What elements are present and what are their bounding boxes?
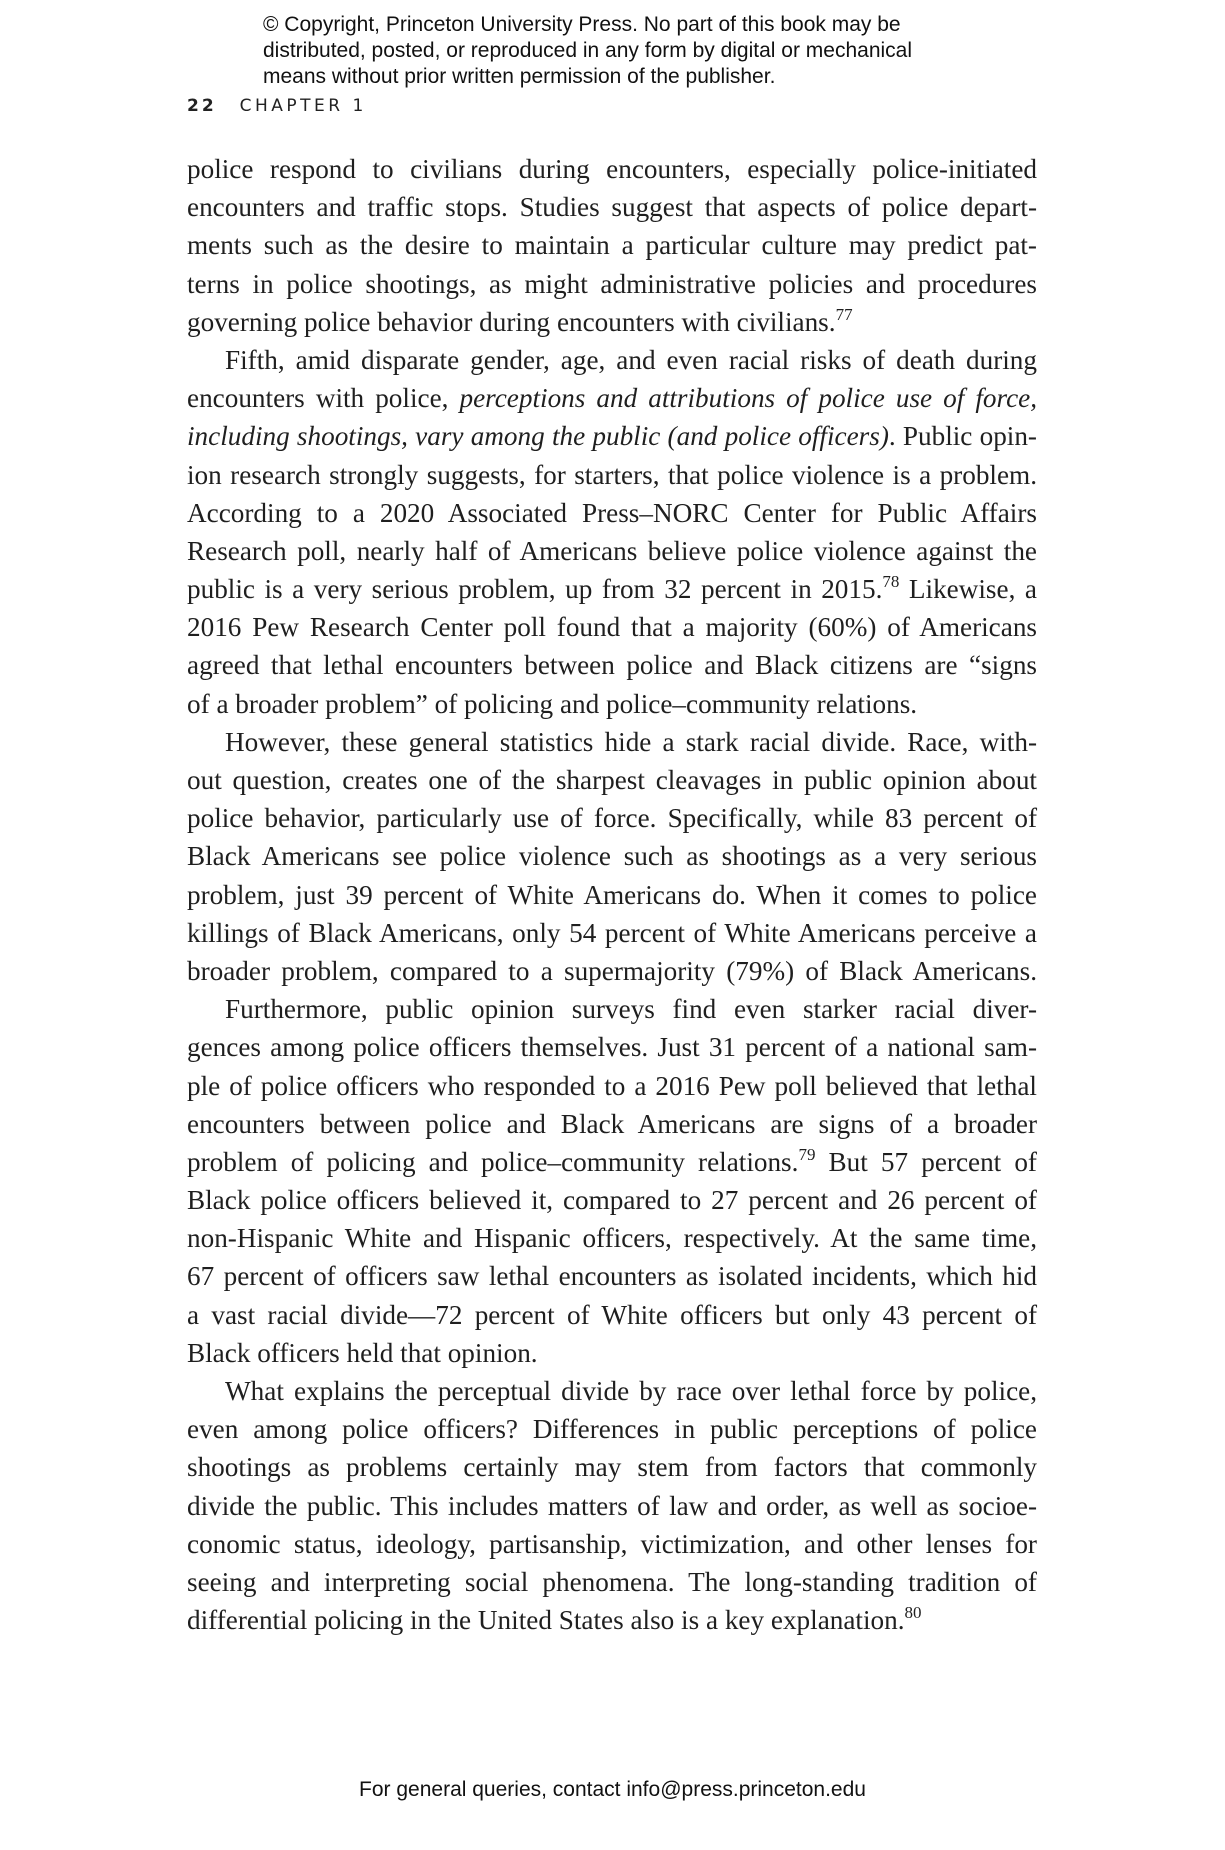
text-line: of a broader problem” of policing and police–community relations. — [187, 688, 918, 719]
endnote-ref: 79 — [798, 1144, 816, 1164]
endnote-ref: 78 — [882, 572, 900, 592]
text-line: Fifth, amid disparate gender, age, and even racial risks of death during — [225, 344, 1037, 375]
text-line: police behavior, particularly use of force. Specifically, while 83 percent of — [187, 803, 1037, 834]
text-line: problem, just 39 percent of White Americans do. When it comes to police — [187, 879, 1037, 910]
copyright-line: distributed, posted, or reproduced in any form by digital or mechanical — [263, 39, 913, 62]
text-line: even among police officers? Differences in public perceptions of police — [187, 1414, 1037, 1445]
italic-text: including shootings, vary among the public (and police officers) — [187, 421, 889, 452]
chapter-label: CHAPTER 1 — [239, 96, 367, 116]
copyright-notice — [263, 12, 1023, 90]
text-run: problem of policing and police–community relations. — [187, 1146, 799, 1177]
text-line: killings of Black Americans, only 54 percent of White Americans perceive a — [187, 917, 1037, 948]
text-line — [187, 1143, 1037, 1181]
text-line: terns in police shootings, as might administrative policies and procedures — [187, 268, 1037, 299]
text-run: public is a very serious problem, up from 32 percent in 2015. — [187, 574, 883, 605]
endnote-ref: 77 — [835, 304, 853, 324]
italic-text: perceptions and attributions of police use of force, — [459, 383, 1037, 414]
text-run: differential policing in the United States also is a key explanation. — [187, 1605, 905, 1636]
text-line — [187, 1601, 1037, 1639]
endnote-ref: 80 — [904, 1603, 922, 1623]
text-run: . Public opin- — [888, 421, 1037, 452]
text-line: However, these general statistics hide a stark racial divide. Race, with- — [225, 726, 1037, 757]
text-line: agreed that lethal encounters between police and Black citizens are “signs — [187, 650, 1037, 681]
footer-contact: For general queries, contact info@press.princeton.edu — [359, 1778, 866, 1801]
page-number: 22 — [187, 96, 217, 116]
text-line: According to a 2020 Associated Press–NORC Center for Public Affairs — [187, 497, 1037, 528]
text-line: 67 percent of officers saw lethal encounters as isolated incidents, which hid — [187, 1261, 1037, 1292]
text-line: 2016 Pew Research Center poll found that a majority (60%) of Americans — [187, 612, 1037, 643]
text-run: encounters with police, — [187, 383, 449, 414]
text-line: non-Hispanic White and Hispanic officers, respectively. At the same time, — [187, 1223, 1037, 1254]
copyright-line: means without prior written permission of the publisher. — [263, 65, 776, 88]
text-line: Black Americans see police violence such as shootings as a very serious — [187, 841, 1037, 872]
text-line: conomic status, ideology, partisanship, victimization, and other lenses for — [187, 1528, 1037, 1559]
text-line: ion research strongly suggests, for starters, that police violence is a problem. — [187, 459, 1037, 490]
text-line — [187, 379, 1037, 417]
copyright-line: © Copyright, Princeton University Press. No part of this book may be — [263, 13, 901, 36]
text-line — [187, 417, 1037, 455]
text-line: seeing and interpreting social phenomena. The long-standing tradition of — [187, 1566, 1037, 1597]
body-text — [187, 150, 1037, 1639]
text-line: a vast racial divide—72 percent of White officers but only 43 percent of — [187, 1299, 1037, 1330]
text-line — [187, 570, 1037, 608]
text-line: police respond to civilians during encounters, especially police-initiated — [187, 154, 1037, 184]
text-run: governing police behavior during encounters with civilians. — [187, 306, 836, 337]
text-run: But 57 percent of — [815, 1146, 1037, 1177]
text-line — [187, 303, 1037, 341]
text-line: shootings as problems certainly may stem from factors that commonly — [187, 1452, 1037, 1483]
text-line: out question, creates one of the sharpest cleavages in public opinion about — [187, 765, 1037, 795]
text-line: ple of police officers who responded to a 2016 Pew poll believed that lethal — [187, 1070, 1037, 1101]
text-run: Likewise, a — [899, 574, 1037, 605]
text-line: ments such as the desire to maintain a particular culture may predict pat- — [187, 230, 1037, 261]
text-line: gences among police officers themselves. Just 31 percent of a national sam- — [187, 1032, 1037, 1063]
text-line: What explains the perceptual divide by race over lethal force by police, — [225, 1376, 1037, 1406]
text-line: broader problem, compared to a supermajority (79%) of Black Americans. — [187, 955, 1037, 986]
text-line: Furthermore, public opinion surveys find even starker racial diver- — [225, 994, 1037, 1025]
text-line: encounters and traffic stops. Studies suggest that aspects of police depart- — [187, 192, 1037, 223]
running-head — [187, 96, 367, 116]
text-line: Black officers held that opinion. — [187, 1337, 538, 1368]
text-line: encounters between police and Black Americans are signs of a broader — [187, 1108, 1037, 1139]
text-line: Research poll, nearly half of Americans believe police violence against the — [187, 535, 1037, 566]
text-line: divide the public. This includes matters of law and order, as well as socioe- — [187, 1490, 1037, 1521]
text-line: Black police officers believed it, compared to 27 percent and 26 percent of — [187, 1185, 1037, 1216]
